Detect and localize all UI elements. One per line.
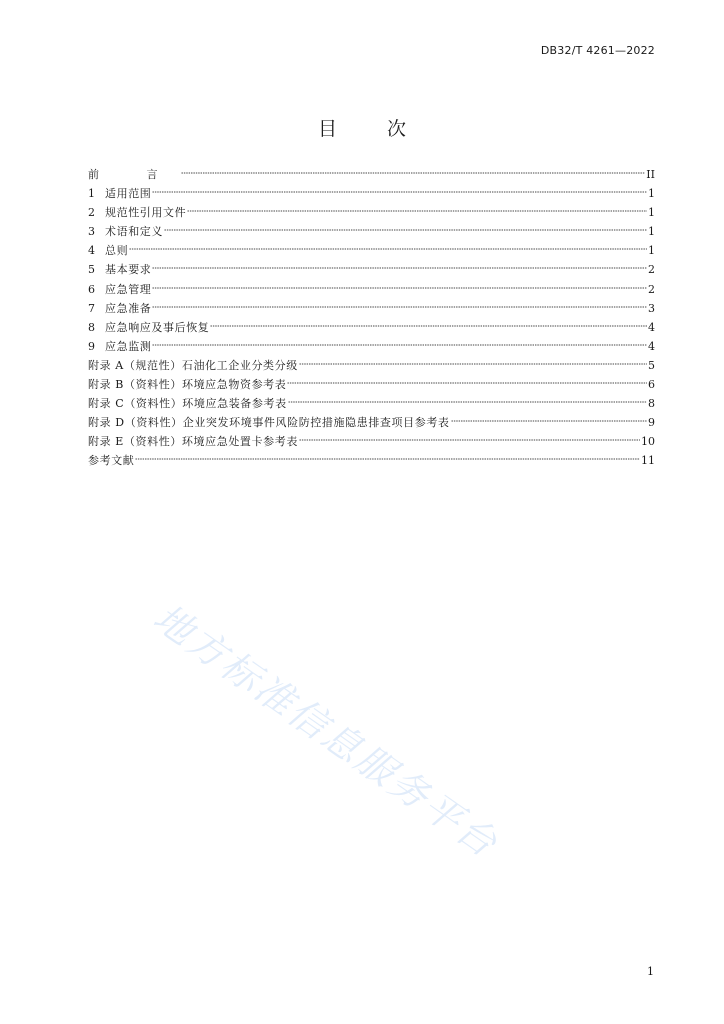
- toc-entry-label: 基本要求: [105, 263, 152, 277]
- toc-title: 目 次: [317, 118, 429, 140]
- toc-entry-label: 附录 E（资料性）环境应急处置卡参考表: [88, 435, 298, 449]
- toc-entry-page: 5: [648, 358, 655, 372]
- toc-entry-label: 规范性引用文件: [105, 206, 187, 220]
- toc-entry-emergency-monitoring[interactable]: [88, 337, 655, 356]
- page-number: 1: [647, 965, 654, 978]
- toc-entry-normative-references[interactable]: [88, 203, 655, 222]
- toc-leader-dots: [299, 362, 647, 366]
- toc-leader-dots: [288, 400, 647, 404]
- toc-entry-label: 附录 A（规范性）石油化工企业分类分级: [88, 358, 298, 372]
- toc-entry-page: 2: [648, 282, 655, 296]
- toc-entry-page: 11: [641, 454, 655, 468]
- toc-entry-label: 应急响应及事后恢复: [105, 320, 210, 334]
- toc-leader-dots: [152, 305, 647, 309]
- toc-leader-dots: [181, 171, 646, 175]
- toc-entry-appendix-b[interactable]: [88, 375, 655, 394]
- toc-entry-page: 1: [648, 206, 655, 220]
- toc-entry-terms-definitions[interactable]: [88, 222, 655, 241]
- toc-leader-dots: [164, 228, 647, 232]
- toc-entry-label: 适用范围: [105, 187, 152, 201]
- toc-entry-page: 2: [648, 263, 655, 277]
- table-of-contents: [88, 165, 655, 471]
- toc-entry-appendix-c[interactable]: [88, 394, 655, 413]
- toc-entry-page: 4: [648, 339, 655, 353]
- toc-leader-dots: [152, 286, 647, 290]
- toc-entry-label: 术语和定义: [105, 225, 163, 239]
- toc-entry-label: 附录 D（资料性）企业突发环境事件风险防控措施隐患排查项目参考表: [88, 416, 450, 430]
- toc-leader-dots: [210, 324, 647, 328]
- toc-leader-dots: [451, 419, 647, 423]
- toc-entry-page: II: [646, 168, 655, 181]
- toc-entry-label: 参考文献: [88, 454, 135, 468]
- toc-entry-number: 9: [88, 339, 95, 353]
- toc-entry-number: 6: [88, 282, 95, 296]
- toc-entry-appendix-e[interactable]: [88, 432, 655, 451]
- toc-leader-dots: [187, 209, 647, 213]
- toc-entry-page: 8: [648, 397, 655, 411]
- toc-entry-bibliography[interactable]: [88, 451, 655, 470]
- toc-entry-number: 1: [88, 187, 95, 201]
- watermark-text: 地方标准信息服务平台: [145, 595, 507, 867]
- toc-entry-page: 10: [641, 435, 655, 449]
- toc-entry-label: 应急准备: [105, 301, 152, 315]
- toc-entry-number: 4: [88, 244, 95, 258]
- toc-entry-page: 1: [648, 187, 655, 201]
- toc-entry-number: 5: [88, 263, 95, 277]
- toc-entry-emergency-preparedness[interactable]: [88, 299, 655, 318]
- toc-entry-page: 9: [648, 416, 655, 430]
- toc-leader-dots: [299, 438, 640, 442]
- toc-leader-dots: [152, 343, 647, 347]
- toc-leader-dots: [152, 190, 647, 194]
- toc-entry-scope[interactable]: [88, 184, 655, 203]
- toc-entry-page: 1: [648, 225, 655, 239]
- toc-leader-dots: [152, 266, 647, 270]
- toc-entry-label: 应急监测: [105, 339, 152, 353]
- toc-entry-appendix-a[interactable]: [88, 356, 655, 375]
- toc-entry-number: 3: [88, 225, 95, 239]
- toc-leader-dots: [135, 457, 640, 461]
- toc-entry-emergency-management[interactable]: [88, 280, 655, 299]
- toc-entry-label: 前 言: [88, 168, 180, 181]
- toc-entry-number: 2: [88, 206, 95, 220]
- toc-entry-general[interactable]: [88, 241, 655, 260]
- toc-entry-basic-requirements[interactable]: [88, 260, 655, 279]
- toc-entry-label: 应急管理: [105, 282, 152, 296]
- toc-leader-dots: [129, 247, 647, 251]
- toc-entry-label: 总则: [105, 244, 129, 258]
- toc-entry-page: 3: [648, 301, 655, 315]
- toc-entry-label: 附录 B（资料性）环境应急物资参考表: [88, 378, 287, 392]
- toc-entry-label: 附录 C（资料性）环境应急装备参考表: [88, 397, 287, 411]
- toc-entry-page: 1: [648, 244, 655, 258]
- toc-entry-page: 6: [648, 378, 655, 392]
- toc-entry-appendix-d[interactable]: [88, 413, 655, 432]
- toc-entry-number: 8: [88, 320, 95, 334]
- toc-entry-page: 4: [648, 320, 655, 334]
- document-code: DB32/T 4261—2022: [540, 44, 655, 57]
- toc-entry-foreword[interactable]: [88, 165, 655, 184]
- toc-leader-dots: [287, 381, 647, 385]
- toc-entry-emergency-response[interactable]: [88, 318, 655, 337]
- toc-entry-number: 7: [88, 301, 95, 315]
